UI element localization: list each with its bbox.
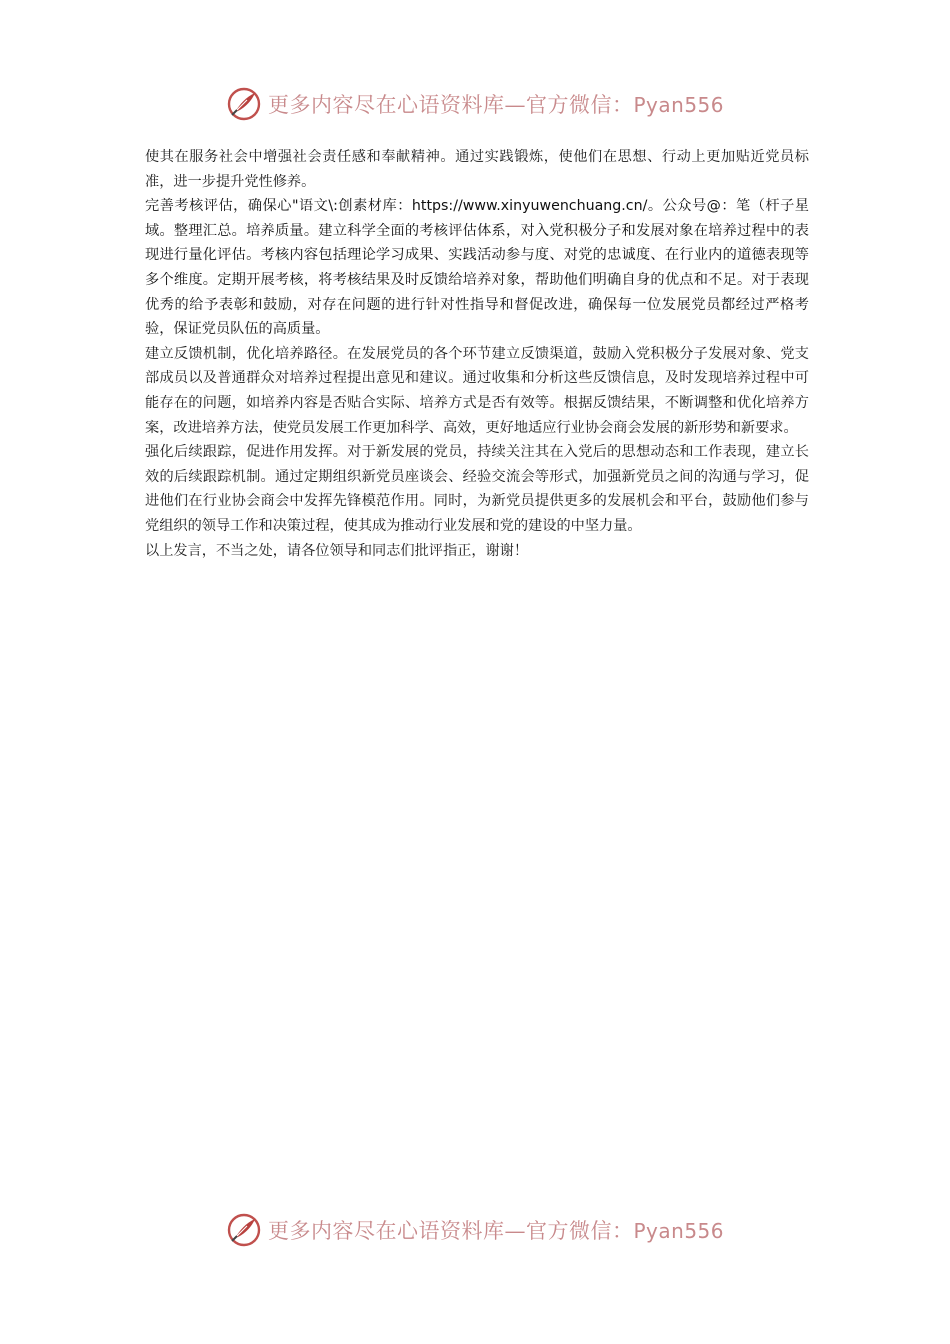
wechat-handle: Pyan556 (633, 1219, 724, 1243)
brand-slogan (268, 1215, 724, 1245)
header-banner (0, 82, 950, 126)
paragraph-assessment: 完善考核评估，确保心"语文\:创素材库：https://www.xinyuwenchuang.cn/。公众号@：笔（杆子星域。整理汇总。培养质量。建立科学全面的考核评估体系，对入党积极分子和发展对象在培养过程中的表现进行量化评估。考核内容包括理论学习成果、实践活动参与度、对党的忠诚度、在行业内的道德表现等多个维度。定期开展考核，将考核结果及时反馈给培养对象，帮助他们明确自身的优点和不足。对于表现优秀的给予表彰和鼓励，对存在问题的进行针对性指导和督促改进，确保每一位发展党员都经过严格考验，保证党员队伍的高质量。 (145, 198, 809, 338)
document-body (145, 145, 809, 563)
brand-text: 更多内容尽在心语资料库—官方微信： (267, 93, 634, 117)
quill-pen-icon (226, 1212, 262, 1248)
paragraph-followup: 强化后续跟踪，促进作用发挥。对于新发展的党员，持续关注其在入党后的思想动态和工作表现，建立长效的后续跟踪机制。通过定期组织新党员座谈会、经验交流会等形式，加强新党员之间的沟通与学习，促进他们在行业协会商会中发挥先锋模范作用。同时，为新党员提供更多的发展机会和平台，鼓励他们参与党组织的领导工作和决策过程，使其成为推动行业发展和党的建设的中坚力量。 (145, 444, 809, 534)
paragraph-practice: 使其在服务社会中增强社会责任感和奉献精神。通过实践锻炼，使他们在思想、行动上更加贴近党员标准，进一步提升党性修养。 (145, 149, 809, 190)
paragraph-closing: 以上发言，不当之处，请各位领导和同志们批评指正，谢谢！ (145, 542, 529, 559)
footer-banner (0, 1208, 950, 1252)
paragraph-feedback: 建立反馈机制，优化培养路径。在发展党员的各个环节建立反馈渠道，鼓励入党积极分子发展对象、党支部成员以及普通群众对培养过程提出意见和建议。通过收集和分析这些反馈信息，及时发现培养过程中可能存在的问题，如培养内容是否贴合实际、培养方式是否有效等。根据反馈结果，不断调整和优化培养方案，改进培养方法，使党员发展工作更加科学、高效，更好地适应行业协会商会发展的新形势和新要求。 (145, 345, 809, 436)
brand-text: 更多内容尽在心语资料库—官方微信： (267, 1219, 634, 1243)
quill-pen-icon (226, 86, 262, 122)
wechat-handle: Pyan556 (633, 93, 724, 117)
brand-slogan (268, 89, 724, 119)
